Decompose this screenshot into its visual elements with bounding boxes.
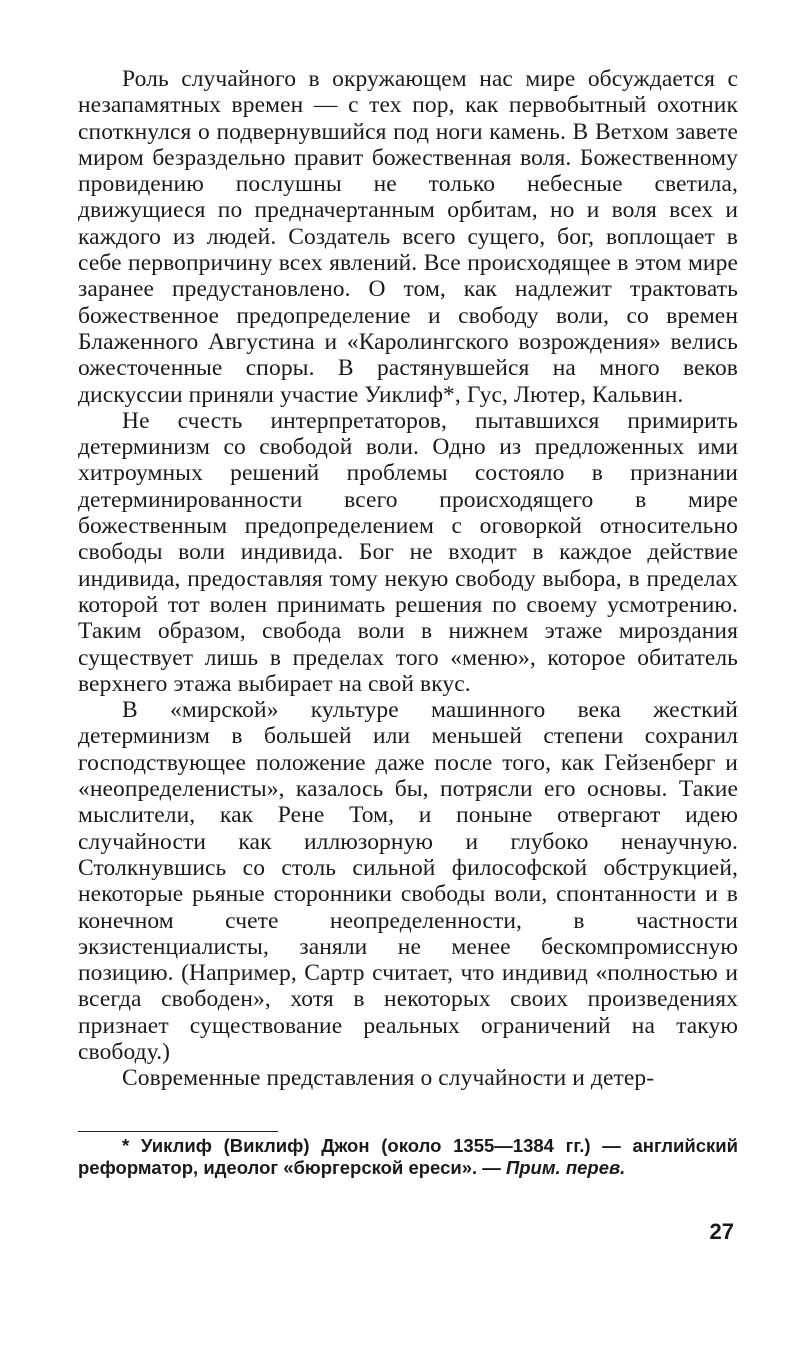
page-body	[78, 66, 738, 1092]
paragraph-3: В «мирской» культуре машинного века жесткий детерминизм в большей или меньшей степени сохранил господствующее положение даже после того, как Гейзенберг и «неопределенисты», казалось бы, потрясли его основы. Такие мыслители, как Рене Том, и поныне отвергают идею случайности как иллюзорную и глубоко ненаучную. Столкнувшись со столь сильной философской обструкцией, некоторые рьяные сторонники свободы воли, спонтанности и в конечном счете неопределенности, в частности экзистенциалисты, заняли не менее бескомпромиссную позицию. (Например, Сартр считает, что индивид «полностью и всегда свободен», хотя в некоторых своих произведениях признает существование реальных ограничений на такую свободу.)	[78, 697, 738, 1065]
paragraph-4: Современные представления о случайности и детер-	[122, 1065, 655, 1092]
footnote-translator-note: Прим. перев.	[505, 1157, 626, 1178]
paragraph-1: Роль случайного в окружающем нас мире обсуждается с незапамятных времен — с тех пор, как первобытный охотник споткнулся о подвернувшийся под ноги камень. В Ветхом завете миром безраздельно правит божественная воля. Божественному провидению послушны не только небесные светила, движущиеся по предначертанным орбитам, но и воля всех и каждого из людей. Создатель всего сущего, бог, воплощает в себе первопричину всех явлений. Все происходящее в этом мире заранее предустановлено. О том, как надлежит трактовать божественное предопределение и свободу воли, со времен Блаженного Августина и «Каролингского возрождения» велись ожесточенные споры. В растянувшейся на много веков дискуссии приняли участие Уиклиф*, Гус, Лютер, Кальвин.	[78, 66, 738, 408]
footnote-text: * Уиклиф (Виклиф) Джон (около 1355—1384 гг.) — английский реформатор, идеолог «бюргерской ереси». —	[78, 1135, 738, 1178]
footnote	[78, 1135, 738, 1179]
footnote-divider	[78, 1131, 278, 1132]
paragraph-2: Не счесть интерпретаторов, пытавшихся примирить детерминизм со свободой воли. Одно из предложенных ими хитроумных решений проблемы состояло в признании детерминированности всего происходящего в мире божественным предопределением с оговоркой относительно свободы воли индивида. Бог не входит в каждое действие индивида, предоставляя тому некую свободу выбора, в пределах которой тот волен принимать решения по своему усмотрению. Таким образом, свобода воли в нижнем этаже мироздания существует лишь в пределах того «меню», которое обитатель верхнего этажа выбирает на свой вкус.	[78, 407, 738, 697]
page-number: 27	[709, 1219, 734, 1244]
